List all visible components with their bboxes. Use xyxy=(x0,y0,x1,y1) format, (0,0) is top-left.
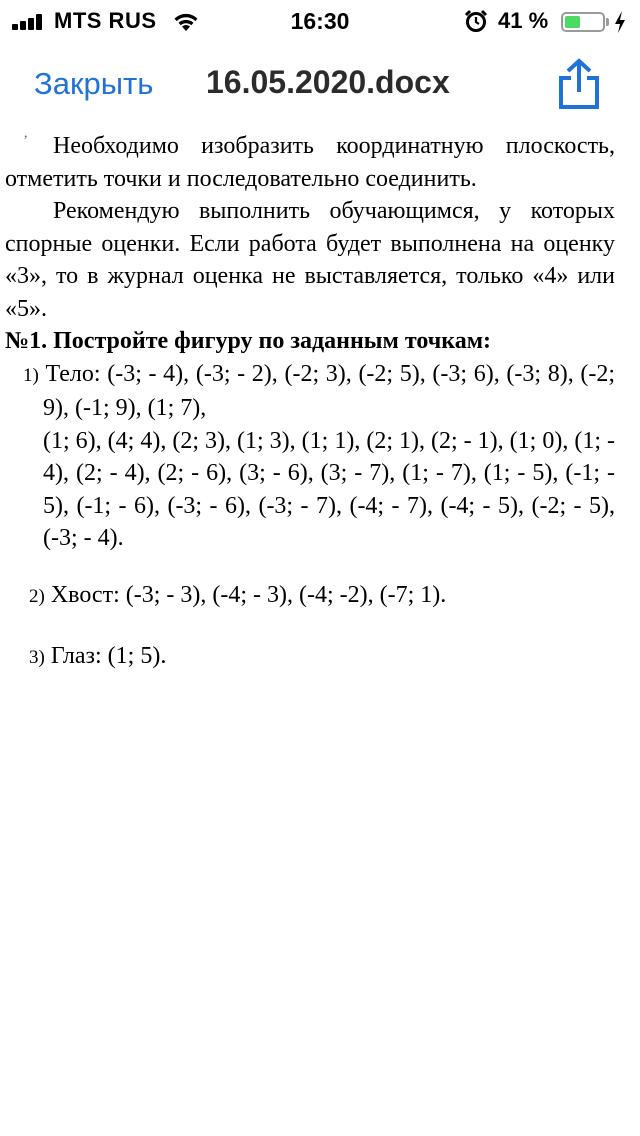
recommendation-paragraph: Рекомендую выполнить обучающимся, у которых спорные оценки. Если работа будет выполнена на оценку «3», то в журнал оценка не выставляется, только «4» или «5». xyxy=(5,198,615,322)
close-button[interactable]: Закрыть xyxy=(34,66,154,101)
scroll-artifact: , xyxy=(24,126,28,141)
list-item-number: 3) xyxy=(29,647,45,668)
list-item xyxy=(5,579,615,614)
document-title: 16.05.2020.docx xyxy=(206,64,450,100)
list-item-number: 2) xyxy=(29,585,45,607)
tail-points-text: Хвост: (-3; - 3), (-4; - 3), (-4; -2), (-7; 1). xyxy=(50,581,447,608)
list-item xyxy=(5,640,615,675)
list-item-number: 1) xyxy=(23,364,39,386)
share-icon[interactable] xyxy=(554,58,604,110)
clock-time: 16:30 xyxy=(290,8,350,34)
charging-icon xyxy=(613,10,627,34)
carrier-name: MTS RUS xyxy=(54,8,157,33)
point-list xyxy=(5,358,615,555)
battery-tip xyxy=(606,18,609,26)
body-points-text: Тело: (-3; - 4), (-3; - 2), (-2; 3), (-2; 5), (-3; 6), (-3; 8), (-2; 9), (-1; 9), (1; 7), xyxy=(43,360,616,421)
battery-level-fill xyxy=(565,16,580,28)
document-content xyxy=(5,130,615,675)
eye-point-text: Глаз: (1; 5). xyxy=(50,643,167,669)
instruction-paragraph: Необходимо изобразить координатную плоскость, отметить точки и последовательно соединить. xyxy=(5,133,615,192)
task-heading: №1. Постройте фигуру по заданным точкам: xyxy=(5,328,492,354)
battery-percent: 41 % xyxy=(498,8,549,33)
document-nav-bar xyxy=(0,44,640,128)
body-points-continued: (1; 6), (4; 4), (2; 3), (1; 3), (1; 1), (2; 1), (2; - 1), (1; 0), (1; - 4), (2; - 4), (2; - 6), (3; - 6), (3; - 7), (1; - 7), (1; - 5), (-1; - 5), (-1; - 6), (-3; - 6), (-3; - 7), (-4; - 7), (-4; - 5), (-2; - 5), (-3; - 4). xyxy=(43,427,615,551)
status-bar xyxy=(0,0,640,40)
battery-icon xyxy=(561,12,605,32)
alarm-icon xyxy=(464,9,488,33)
list-item xyxy=(23,358,616,425)
